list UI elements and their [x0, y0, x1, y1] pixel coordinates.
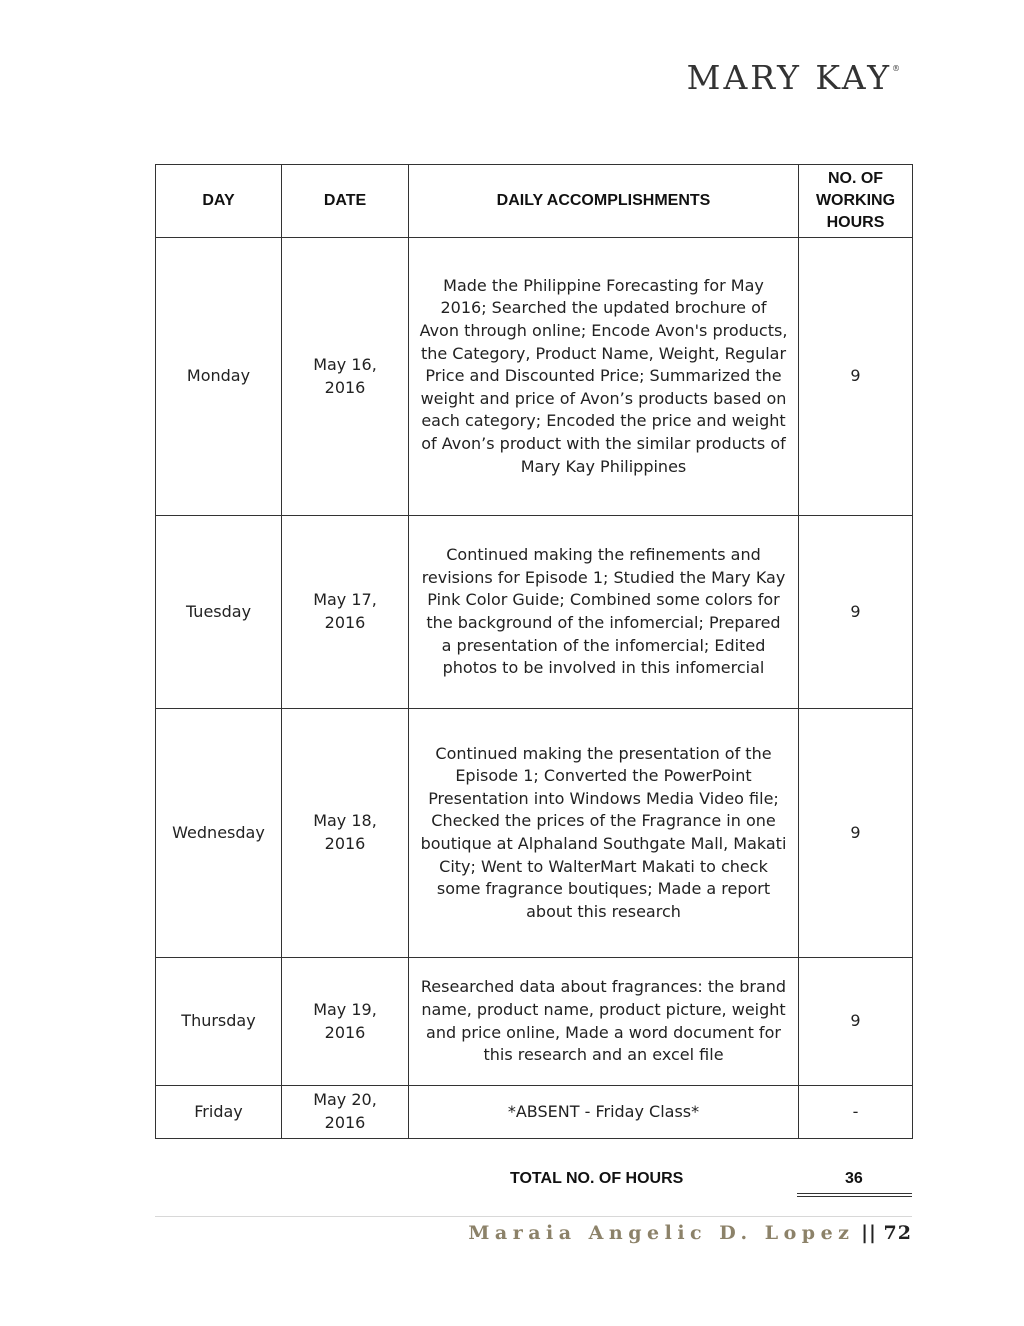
day-cell: Wednesday	[156, 709, 282, 958]
hours-cell: -	[799, 1086, 913, 1139]
date-cell: May 19, 2016	[282, 958, 409, 1086]
accomplishments-cell: Made the Philippine Forecasting for May 2016; Searched the updated brochure of Avon through online; Encode Avon's products, the Category, Product Name, Weight, Regular Price and Discounted Price; Summarized the weight and price of Avon’s products based on each category; Encoded the price and weight of Avon’s product with the similar products of Mary Kay Philippines	[409, 238, 799, 516]
day-cell: Friday	[156, 1086, 282, 1139]
day-cell: Monday	[156, 238, 282, 516]
day-cell: Tuesday	[156, 516, 282, 709]
accomplishments-cell: Researched data about fragrances: the brand name, product name, product picture, weight and price online, Made a word document for this research and an excel file	[409, 958, 799, 1086]
table-row	[156, 238, 913, 516]
daily-accomplishment-table	[155, 164, 913, 1139]
hours-cell: 9	[799, 238, 913, 516]
logo-text: MARY KAY	[686, 58, 892, 97]
table-row	[156, 516, 913, 709]
table-row	[156, 709, 913, 958]
hours-cell: 9	[799, 709, 913, 958]
table-header-row	[156, 165, 913, 238]
footer-author: Maraia Angelic D. Lopez	[468, 1222, 855, 1244]
accomplishments-cell: Continued making the refinements and revisions for Episode 1; Studied the Mary Kay Pink Color Guide; Combined some colors for the background of the infomercial; Prepared a presentation of the infomercial; Edited photos to be involved in this infomercial	[409, 516, 799, 709]
day-cell: Thursday	[156, 958, 282, 1086]
accomplishments-cell: Continued making the presentation of the Episode 1; Converted the PowerPoint Presentation into Windows Media Video file; Checked the prices of the Fragrance in one boutique at Alphaland Southgate Mall, Makati City; Went to WalterMart Makati to check some fragrance boutiques; Made a report about this research	[409, 709, 799, 958]
footer-divider	[155, 1216, 912, 1217]
col-header-hours: NO. OF WORKING HOURS	[799, 165, 913, 238]
accomplishments-cell: *ABSENT - Friday Class*	[409, 1086, 799, 1139]
footer-separator: ||	[861, 1222, 877, 1244]
footer-page-number: 72	[883, 1222, 912, 1244]
total-hours-label: TOTAL NO. OF HOURS	[510, 1170, 684, 1187]
date-cell: May 20, 2016	[282, 1086, 409, 1139]
col-header-day: DAY	[156, 165, 282, 238]
date-cell: May 18, 2016	[282, 709, 409, 958]
total-double-underline-bottom	[797, 1196, 912, 1197]
total-double-underline-top	[797, 1193, 912, 1194]
page-footer	[468, 1222, 912, 1244]
total-hours-value: 36	[845, 1170, 863, 1187]
mary-kay-logo	[687, 58, 900, 97]
table-row	[156, 958, 913, 1086]
date-cell: May 16, 2016	[282, 238, 409, 516]
registered-mark: ®	[892, 64, 900, 73]
col-header-accomplishments: DAILY ACCOMPLISHMENTS	[409, 165, 799, 238]
col-header-date: DATE	[282, 165, 409, 238]
table-row	[156, 1086, 913, 1139]
hours-cell: 9	[799, 958, 913, 1086]
hours-cell: 9	[799, 516, 913, 709]
date-cell: May 17, 2016	[282, 516, 409, 709]
